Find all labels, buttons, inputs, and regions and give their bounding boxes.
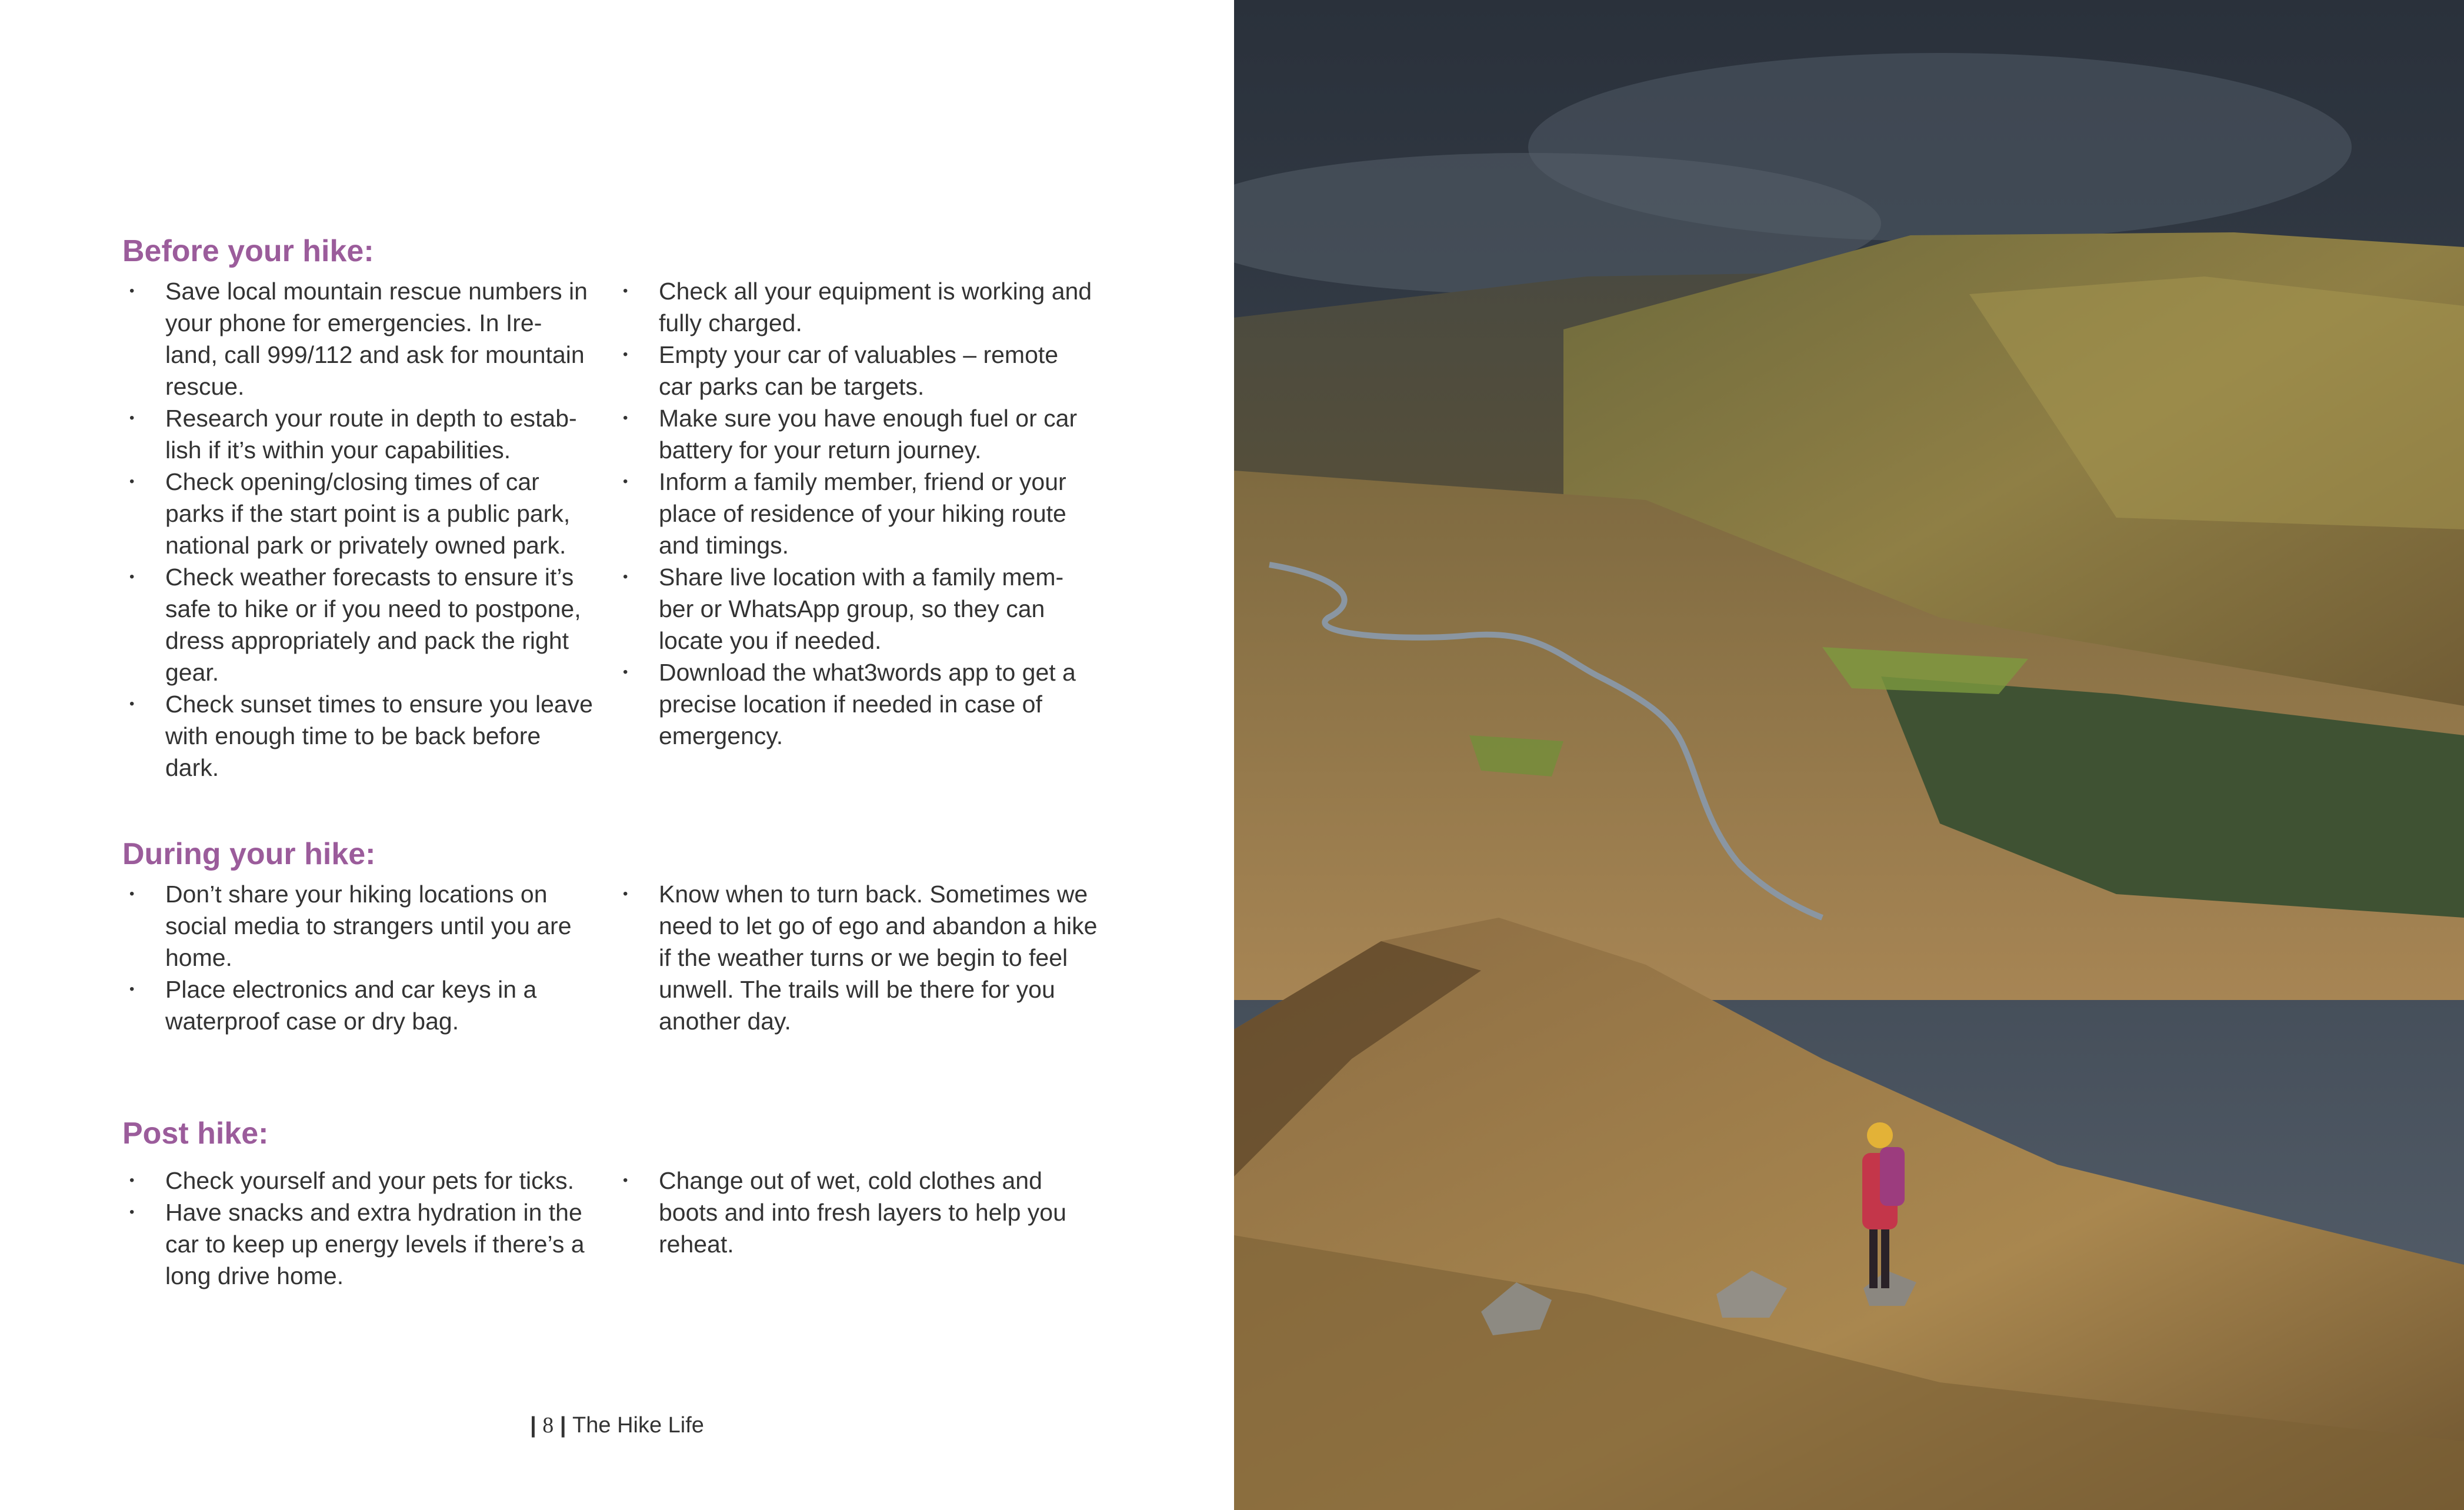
green-field [1469,735,1563,776]
hiker-leg [1869,1224,1878,1288]
list-item: • Check all your equipment is working and fully charged. [616,275,1098,339]
hiker-backpack [1880,1147,1905,1206]
list-item: • Save local mountain rescue numbers in your phone for emergencies. In Ire-land, call 999/112 and ask for mountain rescue. [122,275,593,402]
list-item: • Make sure you have enough fuel or car battery for your return journey. [616,402,1098,466]
list-item: • Don’t share your hiking locations on social media to strangers until you are home. [122,878,593,974]
during-hike-list-right [616,878,1098,1037]
footer-divider: | [554,1413,573,1438]
page-footer [0,1411,1234,1440]
landscape-photo [1234,0,2464,1510]
before-hike-list-right [616,275,1098,752]
list-item: • Place electronics and car keys in a waterproof case or dry bag. [122,974,593,1037]
list-item: • Check opening/closing times of car parks if the start point is a public park, national park or privately owned park. [122,466,593,561]
list-item: • Know when to turn back. Sometimes we need to let go of ego and abandon a hike if the weather turns or we begin to feel unwell. The trails will be there for you another day. [616,878,1098,1037]
post-hike-list-left [122,1165,593,1292]
before-hike-heading: Before your hike: [122,234,374,268]
hiker-hat [1867,1122,1893,1148]
page-number: 8 [542,1413,554,1438]
during-hike-section [0,835,1234,1059]
during-hike-list-left [122,878,593,1037]
list-item: • Have snacks and extra hydration in the car to keep up energy levels if there’s a long drive home. [122,1196,593,1292]
post-hike-section [0,1115,1234,1362]
list-item: • Research your route in depth to estab-lish if it’s within your capabilities. [122,402,593,466]
list-item: • Check weather forecasts to ensure it’s safe to hike or if you need to postpone, dress appropriately and pack the right gear. [122,561,593,688]
list-item: • Empty your car of valuables – remote car parks can be targets. [616,339,1098,402]
before-hike-list-left [122,275,593,784]
hiker-leg [1881,1224,1889,1288]
list-item: • Check yourself and your pets for ticks. [122,1165,593,1196]
list-item: • Download the what3words app to get a precise location if needed in case of emergency. [616,656,1098,752]
list-item: • Inform a family member, friend or your place of residence of your hiking route and timings. [616,466,1098,561]
footer-divider: | [530,1413,543,1438]
mountain-valley-illustration [1234,0,2464,1510]
before-hike-section [0,232,1234,791]
list-item: • Share live location with a family mem-ber or WhatsApp group, so they can locate you if needed. [616,561,1098,656]
post-hike-list-right [616,1165,1098,1260]
publication-name: The Hike Life [572,1413,704,1438]
list-item: • Check sunset times to ensure you leave with enough time to be back before dark. [122,688,593,784]
during-hike-heading: During your hike: [122,837,376,871]
post-hike-heading: Post hike: [122,1116,269,1151]
list-item: • Change out of wet, cold clothes and boots and into fresh layers to help you reheat. [616,1165,1098,1260]
